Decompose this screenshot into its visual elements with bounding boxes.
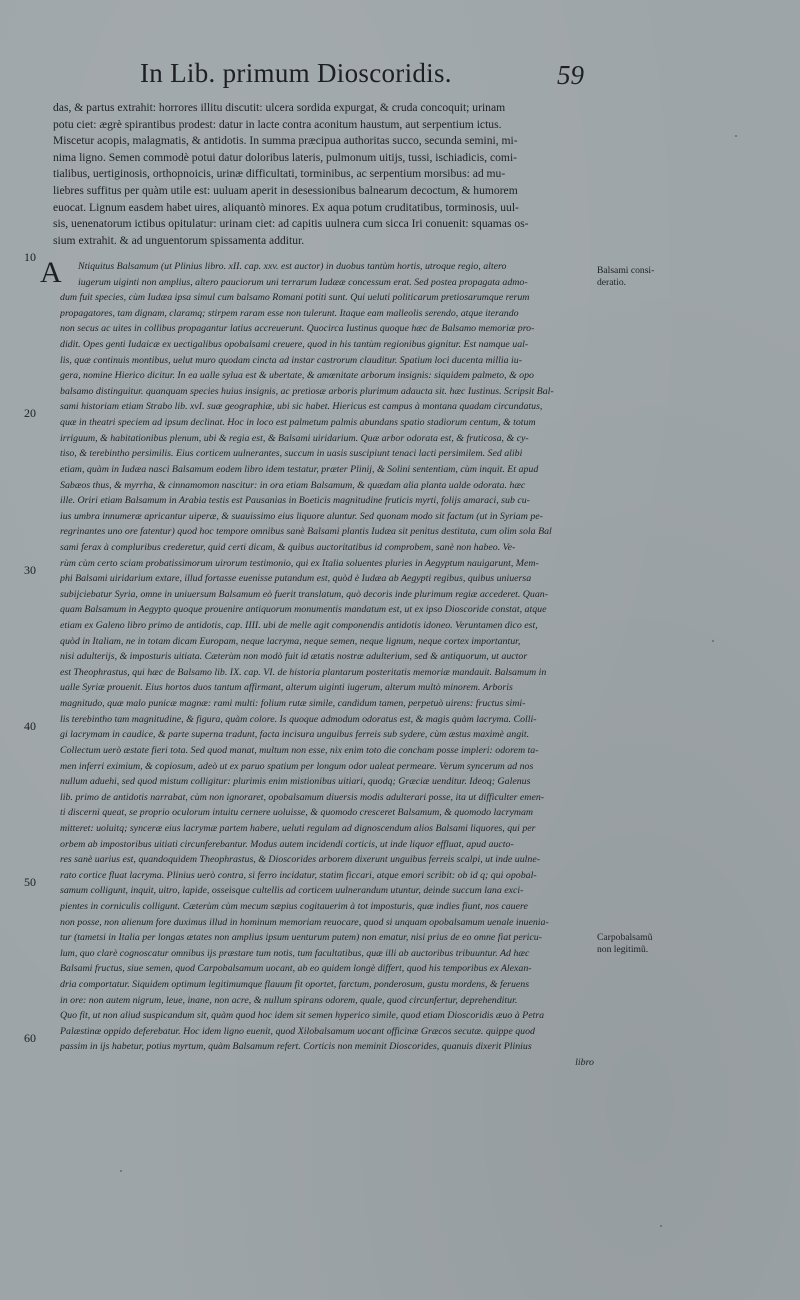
- text-line: est Theophrastus, qui hæc de Balsamo lib. IX. cap. VI. de historia plantarum posteritatis memoriæ mandauit. Balsamum in: [60, 666, 547, 678]
- text-line: gera, nomine Hierico dicitur. In ea ualle sylua est & ubertate, & amœnitate arborum insignis: siquidem palmeto, & opo: [60, 370, 534, 382]
- text-line: sami ferax à compluribus crederetur, quid certi dicam, & quibus auctoritatibus id comprobem, sanè non habeo. Ve-: [60, 541, 516, 553]
- text-line: gi lacrymam in caudice, & parte superna tradunt, facta incisura unguibus ferreis sub sydere, cùm æstus maximè angit.: [60, 729, 530, 741]
- main-commentary-block: [60, 259, 594, 1071]
- text-line: etiam ex Galeno libro primo de antidotis, cap. IIII. ubi de melle agit componendis antidotis idoneo. Veruntamen dico est,: [60, 620, 538, 632]
- text-line: sium extrahit. & ad unguentorum spissamenta additur.: [53, 233, 305, 247]
- text-line: passim in ijs habetur, potius myrtum, quàm Balsamum refert. Corticis non meminit Dioscorides, quanuis dixerit Plinius: [60, 1041, 532, 1053]
- drop-cap: A: [40, 256, 62, 289]
- text-line: nisi adulterijs, & imposturis uitiata. Cæterùm non modò fuit id ætatis nostræ adulterium, sed & antiquorum, ut auctor: [60, 651, 528, 663]
- text-line: nullum aduehi, sed quod mistum colligitur: plurimis enim mistionibus uitiari, quodq; Græciæ uenditur. Ideoq; Galenus: [60, 776, 531, 788]
- text-line: balsamo distinguitur. quanquam species huius insignis, ac pretiosæ arboris plurimum adaucta sit. hæc Iustinus. Scripsit Bal-: [60, 385, 554, 397]
- text-line: regrinantes uno ore fatentur) quod hoc tempore omnibus sanè Balsami plantis Iudæa sit penitus destituta, cum olim sola Bal: [60, 526, 552, 538]
- text-line: dria comportatur. Siquidem optimum legitimumque flauum fit oportet, farctum, ponderosum, gustu mordens, & feruens: [60, 979, 530, 991]
- text-line: tiso, & terebintho persimilis. Eius corticem uulnerantes, succum in uasis suscipiunt tenaci lacti persimilem. Sed alibi: [60, 448, 523, 460]
- paper-speck: [735, 135, 737, 137]
- margin-note-line: deratio.: [597, 277, 627, 288]
- text-line: quæ in theatri speciem ad ipsum declinat. Hoc in loco est palmetum palmis abundans spatio stadiorum centum, & totum: [60, 417, 536, 429]
- text-line: lis, quæ continuis montibus, uelut muro quodam cincta ad instar castrorum clauditur. Spatium loci ducenta millia iu-: [60, 354, 523, 366]
- line-number: 10: [24, 250, 36, 264]
- paper-speck: [660, 1225, 662, 1227]
- text-line: tialibus, uertiginosis, orthopnoicis, urinæ difficultati, torminibus, ac serpentium morsibus: ad mu-: [53, 167, 506, 181]
- text-line: nima ligno. Semen commodè potui datur doloribus lateris, pulmonum uitijs, tussi, ischiadicis, comi-: [53, 150, 518, 164]
- text-line: non posse, non alienum fore duximus illud in hominum memoriam reuocare, quod si unquam opobalsamum uenale inuenia-: [60, 916, 549, 928]
- line-number: 20: [24, 406, 36, 420]
- text-line: libro: [575, 1057, 594, 1069]
- text-line: Palæstinæ oppido deferebatur. Hoc idem ligno euenit, quod Xilobalsamum uocant officinæ Græcos secutæ. quippe quod: [60, 1025, 535, 1037]
- text-line: rùm cùm certo sciam probatissimorum uirorum testimonio, qui ex Italia soluentes pluries in Aegyptum nauigarunt, Mem-: [60, 557, 539, 569]
- text-line: sis, uenenatorum ictibus opitulatur: urinam ciet: ad capitis uulnera cum sicca Iri conuenit: squamas os-: [53, 217, 529, 231]
- text-line: samum colligunt, inquit, uitro, lapide, osseisque cultellis ad corticem uulnerandum utuntur, deinde succum lana exci-: [60, 885, 524, 897]
- margin-note-line: Balsami consi-: [597, 265, 655, 276]
- text-line: Miscetur acopis, malagmatis, & antidotis. In summa præcipua authoritas succo, secunda semini, mi-: [53, 134, 518, 148]
- text-line: sami historiam etiam Strabo lib. xvI. suæ geographiæ, ubi sic habet. Hiericus est campus à montana quadam circundatus,: [60, 401, 543, 413]
- text-line: euocat. Lignum easdem habet uires, aliquantò minores. Ex aqua potum cruditatibus, torminosis, uul-: [53, 200, 519, 214]
- text-line: rato cortice fluat lacryma. Plinius uerò contra, si ferro incidatur, statim ficcari, atque emori scribit: ob id q; qui opobal-: [60, 869, 537, 881]
- text-line: liebres suffitus per quàm utile est: uuluam aperit in desessionibus balnearum decoctum, & humorem: [53, 183, 518, 197]
- paper-speck: [712, 640, 714, 642]
- line-number: 30: [24, 563, 36, 577]
- text-line: in ore: non autem nigrum, leue, inane, non acre, & nullum spirans odorem, quale, quod circunfertur, deprehenditur.: [60, 994, 518, 1006]
- margin-note-line: Carpobalsamũ: [597, 932, 653, 943]
- text-line: phi Balsami uiridarium extare, illud fortasse euenisse putandum est, quòd è Iudæa ab Aegypti regibus, quibus uniuersa: [60, 573, 532, 585]
- text-line: propagatores, tam dignam, claramq; stirpem raram esse non tulerunt. Itaque eam malleolis serendo, atque iterando: [60, 307, 519, 319]
- paper-speck: [120, 1170, 122, 1172]
- text-line: etiam, quàm in Iudæa nasci Balsamum eodem libro idem testatur, præter Plinij, & Solini sententiam, cùm inquit. Et apud: [60, 463, 539, 475]
- text-line: Balsami fructus, siue semen, quod Carpobalsamum uocant, ab eo quidem longè differt, quod his temporibus ex Alexan-: [60, 963, 532, 975]
- text-line: ille. Oriri etiam Balsamum in Arabia testis est Pausanias in Boeticis magnitudine fruticis myrti, folijs amaraci, sub cu-: [60, 495, 530, 507]
- text-line: subijciebatur Syria, omne in uniuersum Balsamum eò fuerit translatum, quò decoris inde plurimum regiæ accederet. Quan-: [60, 588, 549, 600]
- text-line: Ntiquitus Balsamum (ut Plinius libro. xII. cap. xxv. est auctor) in duobus tantùm hortis, utroque regio, altero: [78, 261, 507, 272]
- text-line: Quo fit, ut non aliud suspicandum sit, quàm quod hoc idem sit semen hyperico simile, quod etiam Dioscoridis æuo à Petra: [60, 1010, 545, 1022]
- upper-text-block: [53, 100, 593, 249]
- line-number: 50: [24, 875, 36, 889]
- text-line: non secus ac uites in collibus propagantur latius accreuerunt. Quocirca Iustinus quoque hæc de Balsamo memoriæ pro-: [60, 323, 535, 335]
- text-line: das, & partus extrahit: horrores illitu discutit: ulcera sordida expurgat, & cruda concoquit; urinam: [53, 101, 506, 114]
- margin-note-line: non legitimũ.: [597, 944, 649, 955]
- text-line: ius umbra innumeræ apricantur uiperæ, & suauissimo eius liquore aluntur. Sed quonam modo sit factum (ut in Syriam pe-: [60, 510, 543, 522]
- text-line: quòd in Italiam, ne in totam dicam Europam, neque lacryma, neque semen, neque lignum, neque cortex importantur,: [60, 635, 521, 647]
- text-line: Sabæos thus, & myrrha, & cinnamomon nascitur: in ora etiam Balsamum, & quædam alia planta ualde odorata. hæc: [60, 479, 526, 491]
- margin-note-balsami: [597, 265, 697, 289]
- margin-note-carpobalsamum: [597, 932, 697, 956]
- text-line: Collectum uerò æstate fieri tota. Sed quod manat, multum non esse, nix enim toto die concham posse impleri: odorem ta-: [60, 744, 539, 756]
- text-line: iugerum uiginti non amplius, altero pauciorum uni terrarum Iudææ concessum erat. Sed postea propagata admo-: [78, 276, 528, 288]
- text-line: potu ciet: ægrè spirantibus prodest: datur in lacte contra aconitum haustum, aut serpentium ictus.: [53, 117, 502, 131]
- text-line: men inferri eximium, & copiosum, adeò ut ex paruo spatium per longum odor ualeat permeare. Verum syncerum ad nos: [60, 760, 534, 772]
- text-line: ualle Syriæ prouenit. Eius hortos duos tantum affirmant, alterum uiginti iugerum, alterum multò minorem. Arboris: [60, 682, 513, 694]
- text-line: dum fuit species, cùm Iudæa ipsa simul cum balsamo Romani potiti sunt. Qui ueluti politicarum pretiosarumque rerum: [60, 292, 530, 304]
- text-line: tur (tametsi in Italia per longas ætates non amplius ipsum uenturum putem) non ematur, nisi prius de eo omne fiat pericu-: [60, 932, 542, 944]
- text-line: magnitudo, quæ malo punicæ magnæ: rami multi: folium rutæ simile, candidum tamen, perpetuò uirens: fructus simi-: [60, 698, 526, 710]
- text-line: quam Balsamum in Aegypto quoque prouenire antiquorum monumentis mandatum est, ut ex ipso Dioscoride constat, atque: [60, 604, 547, 616]
- text-line: lis terebintho tam magnitudine, & figura, quàm colore. Is quoque admodum odoratus est, & magis quàm lacryma. Colli-: [60, 713, 537, 725]
- text-line: ti discerni queat, se proprio oculorum intuitu cernere uoluisse, & quomodo cresceret Balsamum, & quomodo lacrymam: [60, 807, 534, 819]
- line-number: 40: [24, 719, 36, 733]
- text-line: lib. primo de antidotis narrabat, cùm non ignoraret, opobalsamum diuersis modis adulterari posse, ita ut difficulter emen-: [60, 791, 545, 803]
- line-number: 60: [24, 1031, 36, 1045]
- text-line: mitteret: uoluitq; synceræ eius lacrymæ partem habere, ueluti regulam ad dignoscendum alios Balsami liquores, qui per: [60, 822, 536, 834]
- text-line: pientes in corniculis colligunt. Cæterùm cùm mecum sæpius cogitauerim à tot imposturis, quæ indies fiunt, nos cauere: [60, 900, 528, 912]
- text-line: orbem ab impostoribus uitiati circunferebantur. Modus autem incidendi corticis, ut inde liquor effluat, apud aucto-: [60, 838, 514, 850]
- running-head: In Lib. primum Dioscoridis.: [140, 58, 452, 88]
- page-number: 59: [557, 60, 584, 90]
- text-line: res sanè uarius est, quandoquidem Theophrastus, & Dioscorides arborem dixerunt unguibus ferreis scalpi, ut inde uulne-: [60, 854, 541, 866]
- text-line: irriguum, & habitationibus plenum, ubi & regia est, & Balsami uiridarium. Quæ arbor odorata est, & fruticosa, & cy-: [60, 432, 529, 444]
- text-line: didit. Opes genti Iudaicæ ex uectigalibus opobalsami creuere, quod in his tantùm regionibus gignitur. Est namque ual-: [60, 339, 529, 351]
- text-line: lum, quo clarè cognoscatur omnibus ijs præstare tum notis, tum facultatibus, quæ illi ab auctoribus tribuuntur. Ad hæc: [60, 947, 530, 959]
